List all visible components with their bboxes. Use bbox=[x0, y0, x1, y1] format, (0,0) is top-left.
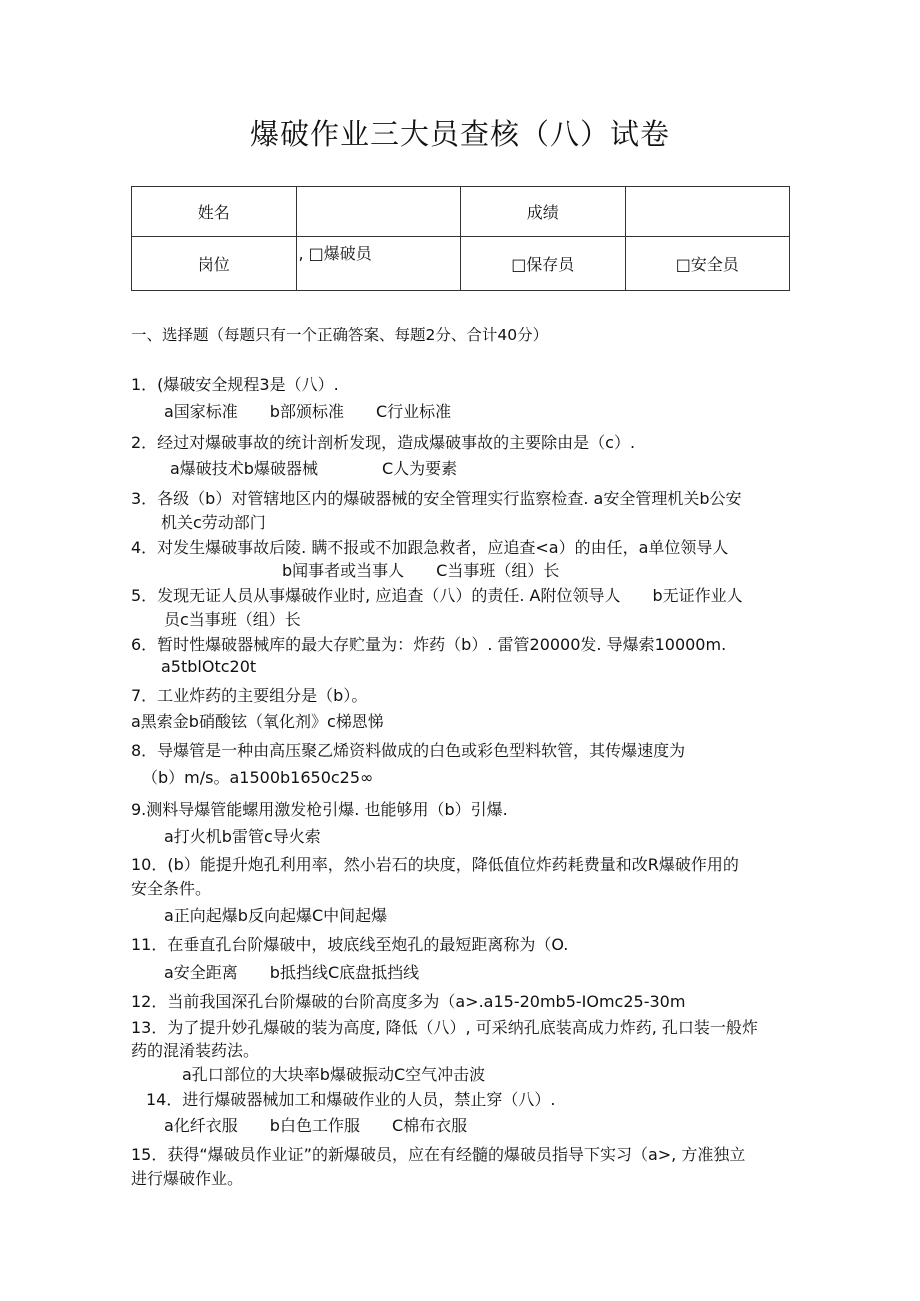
question-line: b闻事者或当事人 C当事班（组）长 bbox=[282, 561, 560, 580]
question-line: a黑索金b硝酸铉（氧化剂》c梯恩悌 bbox=[131, 712, 384, 731]
question-line: a孔口部位的大块率b爆破振动C空气冲击波 bbox=[182, 1065, 486, 1084]
question-line: 6．暂时性爆破器械库的最大存贮量为：炸药（b）. 雷管20000发. 导爆索10000m. bbox=[131, 635, 727, 654]
question-line: a爆破技术b爆破器械 C人为要素 bbox=[170, 459, 458, 478]
question-line: 9.测料导爆管能螺用激发枪引爆. 也能够用（b）引爆. bbox=[131, 800, 508, 819]
question-line: 15．获得“爆破员作业证”的新爆破员，应在有经髓的爆破员指导下实习（a>, 方准独立 bbox=[131, 1145, 746, 1164]
question-line: a5tblOtc20t bbox=[161, 657, 257, 676]
table-row bbox=[132, 187, 790, 237]
question-line: 13．为了提升妙孔爆破的装为高度, 降低（八）, 可采纳孔底装高成力炸药, 孔口装一般炸 bbox=[131, 1018, 758, 1037]
question-line: 12．当前我国深孔台阶爆破的台阶高度多为（a>.a15-20mb5-IOmc25-30m bbox=[131, 992, 686, 1011]
question-line: 安全条件。 bbox=[131, 879, 212, 898]
question-line: 1．(爆破安全规程3是（八）. bbox=[131, 375, 339, 394]
question-line: 14．进行爆破器械加工和爆破作业的人员，禁止穿（八）. bbox=[146, 1090, 556, 1109]
page-title: 爆破作业三大员查核（八）试卷 bbox=[249, 117, 670, 151]
question-line: 药的混淆装药法。 bbox=[131, 1041, 260, 1060]
name-label: 姓名 bbox=[132, 187, 297, 237]
question-line: 3．各级（b）对管辖地区内的爆破器械的安全管理实行监察检查. a安全管理机关b公安 bbox=[131, 489, 742, 508]
question-line: a化纤衣服 b白色工作服 C棉布衣服 bbox=[164, 1116, 468, 1135]
question-line: a打火机b雷管c导火索 bbox=[164, 827, 321, 846]
score-label: 成绩 bbox=[461, 187, 626, 237]
question-line: 8．导爆管是一种由高压聚乙烯资料做成的白色或彩色型料软管，其传爆速度为 bbox=[131, 741, 686, 760]
question-line: 4．对发生爆破事故后陵. 瞒不报或不加跟急救者，应追查<a）的由任，a单位领导人 bbox=[131, 538, 729, 557]
question-line: 7．工业炸药的主要组分是（b）。 bbox=[131, 686, 368, 705]
question-line: a安全距离 b抵挡线C底盘抵挡线 bbox=[164, 963, 420, 982]
table-row bbox=[132, 237, 790, 291]
position-label: 岗位 bbox=[132, 237, 297, 291]
question-line: （b）m/s。a1500b1650c25∞ bbox=[142, 768, 374, 787]
question-line: 5．发现无证人员从事爆破作业时, 应追查（八）的责任. A附位领导人 b无证作业人 bbox=[131, 586, 743, 605]
score-field[interactable] bbox=[625, 187, 790, 237]
question-line: a国家标准 b部颁标准 C行业标准 bbox=[164, 402, 452, 421]
question-line: a正向起爆b反向起爆C中间起爆 bbox=[164, 906, 388, 925]
question-line: 进行爆破作业。 bbox=[131, 1169, 244, 1188]
info-table bbox=[131, 186, 790, 291]
section-heading: 一、选择题（每题只有一个正确答案、每题2分、合计40分） bbox=[131, 326, 549, 344]
role-blaster-checkbox[interactable]: , □爆破员 bbox=[296, 237, 461, 291]
name-field[interactable] bbox=[296, 187, 461, 237]
role-safety-checkbox[interactable]: □安全员 bbox=[625, 237, 790, 291]
question-line: 员c当事班（组）长 bbox=[164, 610, 301, 629]
question-line: 10．(b）能提升炮孔利用率，然小岩石的块度，降低值位炸药耗费量和改R爆破作用的 bbox=[131, 855, 739, 874]
question-line: 机关c劳动部门 bbox=[161, 513, 266, 532]
question-line: 11．在垂直孔台阶爆破中，坡底线至炮孔的最短距离称为（O. bbox=[131, 935, 569, 954]
role-keeper-checkbox[interactable]: □保存员 bbox=[461, 237, 626, 291]
question-line: 2．经过对爆破事故的统计剖析发现，造成爆破事故的主要除由是（c）. bbox=[131, 433, 636, 452]
